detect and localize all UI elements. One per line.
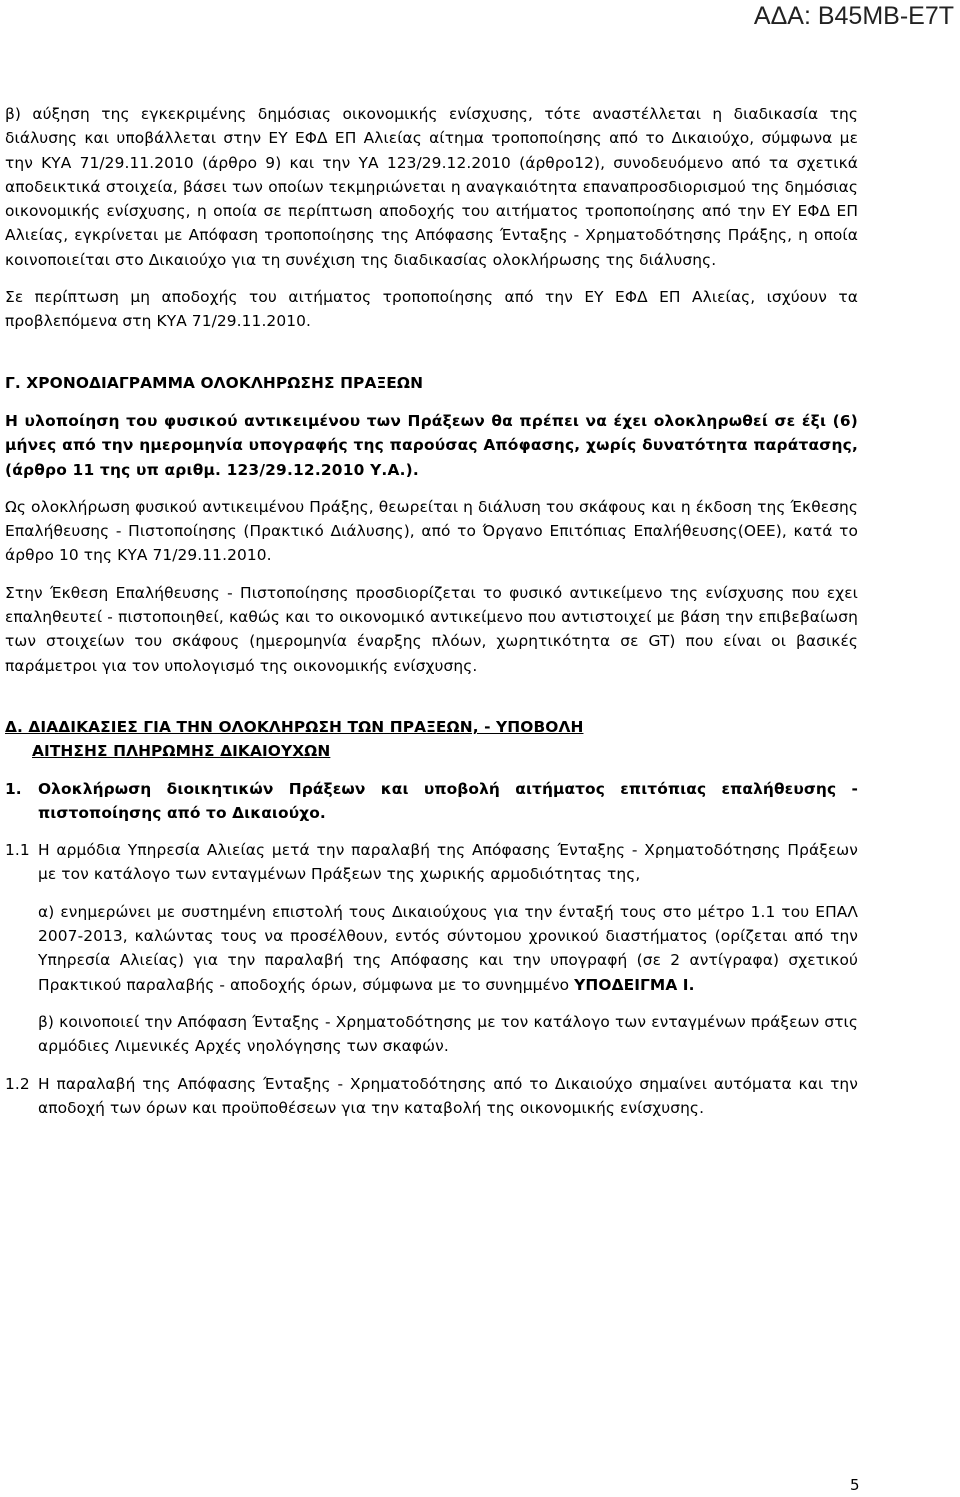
subitem-a [5,900,858,997]
item-1-number: 1. [5,779,22,798]
section-c-heading: Γ. ΧΡΟΝΟΔΙΑΓΡΑΜΜΑ ΟΛΟΚΛΗΡΩΣΗΣ ΠΡΑΞΕΩΝ [5,373,424,392]
section-d-heading [5,715,858,764]
section-d-heading-line1: Δ. ΔΙΑΔΙΚΑΣΙΕΣ ΓΙΑ ΤΗΝ ΟΛΟΚΛΗΡΩΣΗ ΤΩΝ ΠΡΑΞΕΩΝ, - ΥΠΟΒΟΛΗ [5,717,584,736]
item-1-2-number: 1.2 [5,1074,30,1093]
paragraph-completion-definition: Ως ολοκλήρωση φυσικού αντικειμένου Πράξης, θεωρείται η διάλυση του σκάφους και η έκδοση της Έκθεσης Επαλήθευσης - Πιστοποίησης (Πρακτικό Διάλυσης), από το Όργανο Επιτόπιας Επαλήθευσης(ΟΕΕ), κατά το άρθρο 10 της ΚΥΑ 71/29.11.2010. [5,497,858,565]
paragraph-verification-report: Στην Έκθεση Επαλήθευσης - Πιστοποίησης προσδιορίζεται το φυσικό αντικείμενο της ενίσχυσης που εχει επαληθευτεί - πιστοποιηθεί, καθώς και το οικονομικό αντικείμενο που αντιστοιχεί με βάση την επιβεβαίωση των στοιχείων του σκάφους (ημερομηνία έναρξης πλόων, χωρητικότητα σε GT) που είναι οι βασικές παράμετροι για τον υπολογισμό της οικονομικής ενίσχυσης. [5,583,858,675]
item-1-2 [5,1072,858,1121]
paragraph-deadline: Η υλοποίηση του φυσικού αντικειμένου των Πράξεων θα πρέπει να έχει ολοκληρωθεί σε έξι (6) μήνες από την ημερομηνία υπογραφής της παρούσας Απόφασης, χωρίς δυνατότητα παράτασης, (άρθρο 11 της υπ αριθμ. 123/29.12.2010 Υ.Α.). [5,411,858,479]
item-1-1-text: Η αρμόδια Υπηρεσία Αλιείας μετά την παραλαβή της Απόφασης Ένταξης - Χρηματοδότησης Πράξεων με τον κατάλογο των ενταγμένων Πράξεων της χωρικής αρμοδιότητας της, [38,841,858,884]
paragraph-amendment: β) αύξηση της εγκεκριμένης δημόσιας οικονομικής ενίσχυσης, τότε αναστέλλεται η διαδικασία της διάλυσης και υποβάλλεται στην ΕΥ ΕΦΔ ΕΠ Αλιείας αίτημα τροποποίησης από το Δικαιούχο, σύμφωνα με την ΚΥΑ 71/29.11.2010 (άρθρο 9) και την ΥΑ 123/29.12.2010 (άρθρο12), συνοδευόμενο από τα σχετικά αποδεικτικά στοιχεία, βάσει των οποίων τεκμηριώνεται η αναγκαιότητα επαναπροσδιορισμού της δημόσιας οικονομικής ενίσχυσης, η οποία σε περίπτωση αποδοχής του αιτήματος τροποποίησης από την ΕΥ ΕΦΔ ΕΠ Αλιείας, εγκρίνεται με Απόφαση τροποποίησης της Απόφασης Ένταξης - Χρηματοδότησης Πράξης, η οποία κοινοποιείται στο Δικαιούχο για τη συνέχιση της διαδικασίας ολοκλήρωσης της διάλυσης. [5,105,858,269]
item-1-2-text: Η παραλαβή της Απόφασης Ένταξης - Χρηματοδότησης από το Δικαιούχο σημαίνει αυτόματα και την αποδοχή των όρων και προϋποθέσεων για την καταβολή της οικονομικής ενίσχυσης. [38,1074,858,1117]
subitem-a-template-ref: ΥΠΟΔΕΙΓΜΑ Ι. [574,975,695,994]
ada-code: ΑΔΑ: Β45ΜΒ-Ε7Τ [753,2,954,30]
item-1-text: Ολοκλήρωση διοικητικών Πράξεων και υποβολή αιτήματος επιτόπιας επαλήθευσης - πιστοποίησης από το Δικαιούχο. [38,779,858,822]
page-number: 5 [850,1476,860,1494]
item-1-1-number: 1.1 [5,841,30,860]
subitem-b: β) κοινοποιεί την Απόφαση Ένταξης - Χρηματοδότησης με τον κατάλογο των ενταγμένων πράξεων στις αρμόδιες Λιμενικές Αρχές νηολόγησης των σκαφών. [38,1012,858,1056]
document-body [5,102,858,1120]
paragraph-rejection: Σε περίπτωση μη αποδοχής του αιτήματος τροποποίησης από την ΕΥ ΕΦΔ ΕΠ Αλιείας, ισχύουν τα προβλεπόμενα στη ΚΥΑ 71/29.11.2010. [5,288,858,331]
item-1 [5,777,858,826]
section-d-heading-line2: ΑΙΤΗΣΗΣ ΠΛΗΡΩΜΗΣ ΔΙΚΑΙΟΥΧΩΝ [32,742,331,761]
subitem-a-text: α) ενημερώνει με συστημένη επιστολή τους Δικαιούχους για την ένταξή τους στο μέτρο 1.1 του ΕΠΑΛ 2007-2013, καλώντας τους να προσέλθουν, εντός σύντομου χρονικού διαστήματος (ορίζεται από την Υπηρεσία Αλιείας) για την παραλαβή της Απόφασης και την υπογραφή (σε 2 αντίγραφα) σχετικού Πρακτικού παραλαβής - αποδοχής όρων, σύμφωνα με το συνημμένο [38,902,858,994]
item-1-1 [5,838,858,887]
